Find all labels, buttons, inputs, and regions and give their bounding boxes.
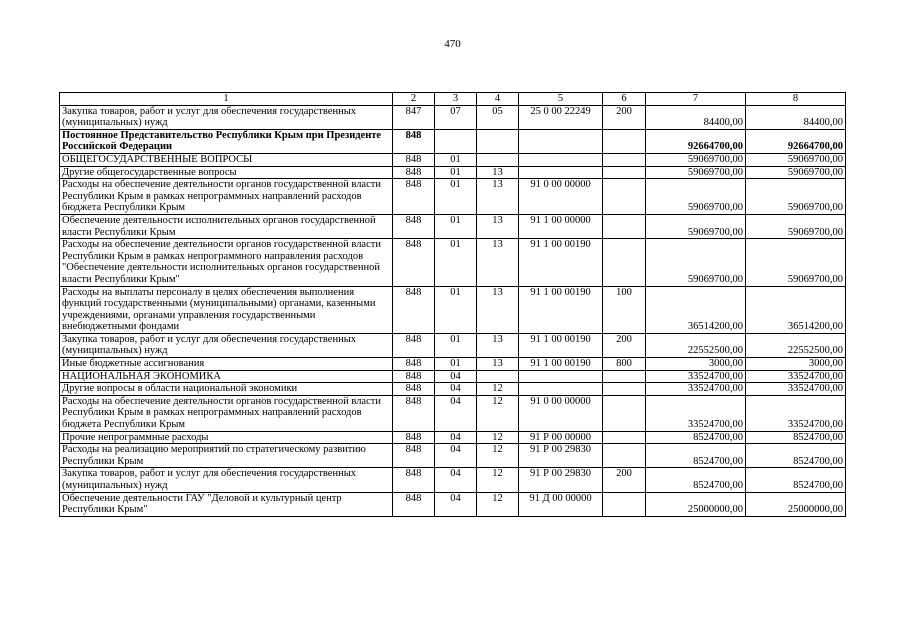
row-expense-type-cell — [603, 395, 646, 431]
row-amount-1-cell: 84400,00 — [646, 105, 746, 129]
table-row — [60, 492, 846, 516]
row-name-cell: ОБЩЕГОСУДАРСТВЕННЫЕ ВОПРОСЫ — [60, 153, 393, 166]
row-target-article-cell — [519, 370, 603, 383]
table-header-row — [60, 93, 846, 106]
row-expense-type-cell — [603, 239, 646, 286]
table-row — [60, 370, 846, 383]
table-row — [60, 179, 846, 215]
row-section-cell — [435, 129, 477, 153]
row-admin-code-cell: 848 — [393, 214, 435, 238]
row-amount-2-cell: 59069700,00 — [746, 179, 846, 215]
row-amount-2-cell: 84400,00 — [746, 105, 846, 129]
row-amount-1-cell: 8524700,00 — [646, 468, 746, 492]
row-admin-code-cell: 848 — [393, 431, 435, 444]
row-admin-code-cell: 847 — [393, 105, 435, 129]
row-amount-2-cell: 8524700,00 — [746, 431, 846, 444]
header-cell: 4 — [477, 93, 519, 106]
row-amount-2-cell: 59069700,00 — [746, 153, 846, 166]
header-cell: 7 — [646, 93, 746, 106]
row-subsection-cell: 13 — [477, 239, 519, 286]
row-target-article-cell: 91 Р 00 00000 — [519, 431, 603, 444]
row-target-article-cell: 91 1 00 00000 — [519, 214, 603, 238]
row-name-cell: Обеспечение деятельности исполнительных органов государственной власти Республики Крым — [60, 214, 393, 238]
row-section-cell: 04 — [435, 444, 477, 468]
row-amount-2-cell: 25000000,00 — [746, 492, 846, 516]
row-name-cell: НАЦИОНАЛЬНАЯ ЭКОНОМИКА — [60, 370, 393, 383]
row-section-cell: 01 — [435, 333, 477, 357]
row-amount-1-cell: 8524700,00 — [646, 444, 746, 468]
row-name-cell: Другие вопросы в области национальной экономики — [60, 383, 393, 396]
row-subsection-cell — [477, 370, 519, 383]
row-section-cell: 04 — [435, 383, 477, 396]
row-target-article-cell: 25 0 00 22249 — [519, 105, 603, 129]
table-row — [60, 358, 846, 371]
row-name-cell: Расходы на выплаты персоналу в целях обеспечения выполнения функций государственными (муниципальными) органами, казенными учреждениями, органами управления государственными внебюджетными фондами — [60, 286, 393, 333]
budget-table — [59, 92, 846, 517]
row-admin-code-cell: 848 — [393, 370, 435, 383]
row-section-cell: 01 — [435, 166, 477, 179]
row-expense-type-cell — [603, 492, 646, 516]
table-row — [60, 468, 846, 492]
row-amount-1-cell: 3000,00 — [646, 358, 746, 371]
row-subsection-cell: 12 — [477, 444, 519, 468]
row-amount-2-cell: 36514200,00 — [746, 286, 846, 333]
row-target-article-cell: 91 Д 00 00000 — [519, 492, 603, 516]
row-expense-type-cell — [603, 153, 646, 166]
row-amount-1-cell: 59069700,00 — [646, 153, 746, 166]
row-admin-code-cell: 848 — [393, 153, 435, 166]
row-amount-2-cell: 22552500,00 — [746, 333, 846, 357]
row-section-cell: 07 — [435, 105, 477, 129]
header-cell: 2 — [393, 93, 435, 106]
table-row — [60, 431, 846, 444]
table-row — [60, 333, 846, 357]
row-admin-code-cell: 848 — [393, 492, 435, 516]
row-amount-1-cell: 59069700,00 — [646, 179, 746, 215]
table-row — [60, 239, 846, 286]
row-section-cell: 01 — [435, 179, 477, 215]
row-expense-type-cell: 200 — [603, 468, 646, 492]
row-subsection-cell: 12 — [477, 395, 519, 431]
row-admin-code-cell: 848 — [393, 468, 435, 492]
row-section-cell: 01 — [435, 358, 477, 371]
row-subsection-cell: 12 — [477, 431, 519, 444]
row-subsection-cell: 12 — [477, 383, 519, 396]
row-subsection-cell: 13 — [477, 214, 519, 238]
row-name-cell: Расходы на обеспечение деятельности органов государственной власти Республики Крым в рамках непрограммного направления расходов "Обеспечение деятельности исполнительных органов государственной власти Республики Крым" — [60, 239, 393, 286]
row-name-cell: Расходы на обеспечение деятельности органов государственной власти Республики Крым в рамках непрограммных направлений расходов бюджета Республики Крым — [60, 395, 393, 431]
row-name-cell: Другие общегосударственные вопросы — [60, 166, 393, 179]
row-amount-2-cell: 33524700,00 — [746, 383, 846, 396]
row-target-article-cell — [519, 383, 603, 396]
table-row — [60, 105, 846, 129]
row-target-article-cell: 91 1 00 00190 — [519, 286, 603, 333]
row-subsection-cell: 12 — [477, 492, 519, 516]
row-amount-2-cell: 33524700,00 — [746, 370, 846, 383]
row-expense-type-cell — [603, 431, 646, 444]
row-section-cell: 04 — [435, 395, 477, 431]
row-admin-code-cell: 848 — [393, 333, 435, 357]
row-expense-type-cell — [603, 166, 646, 179]
row-section-cell: 04 — [435, 431, 477, 444]
row-section-cell: 04 — [435, 370, 477, 383]
row-section-cell: 04 — [435, 468, 477, 492]
row-amount-1-cell: 8524700,00 — [646, 431, 746, 444]
row-subsection-cell: 13 — [477, 166, 519, 179]
table-row — [60, 214, 846, 238]
row-admin-code-cell: 848 — [393, 179, 435, 215]
row-target-article-cell: 91 Р 00 29830 — [519, 444, 603, 468]
row-expense-type-cell: 200 — [603, 105, 646, 129]
row-target-article-cell: 91 0 00 00000 — [519, 395, 603, 431]
row-subsection-cell: 12 — [477, 468, 519, 492]
table-row — [60, 395, 846, 431]
row-section-cell: 04 — [435, 492, 477, 516]
row-expense-type-cell: 100 — [603, 286, 646, 333]
row-target-article-cell: 91 0 00 00000 — [519, 179, 603, 215]
row-name-cell: Иные бюджетные ассигнования — [60, 358, 393, 371]
row-target-article-cell: 91 Р 00 29830 — [519, 468, 603, 492]
row-name-cell: Прочие непрограммные расходы — [60, 431, 393, 444]
row-target-article-cell — [519, 153, 603, 166]
row-amount-2-cell: 59069700,00 — [746, 214, 846, 238]
table-row — [60, 153, 846, 166]
row-name-cell: Закупка товаров, работ и услуг для обеспечения государственных (муниципальных) нужд — [60, 333, 393, 357]
row-admin-code-cell: 848 — [393, 358, 435, 371]
header-cell: 5 — [519, 93, 603, 106]
row-amount-2-cell: 59069700,00 — [746, 239, 846, 286]
row-amount-1-cell: 33524700,00 — [646, 383, 746, 396]
row-expense-type-cell — [603, 444, 646, 468]
row-admin-code-cell: 848 — [393, 129, 435, 153]
table-row — [60, 383, 846, 396]
row-amount-2-cell: 92664700,00 — [746, 129, 846, 153]
row-name-cell: Расходы на обеспечение деятельности органов государственной власти Республики Крым в рамках непрограммных направлений расходов бюджета Республики Крым — [60, 179, 393, 215]
row-amount-1-cell: 25000000,00 — [646, 492, 746, 516]
row-admin-code-cell: 848 — [393, 239, 435, 286]
row-expense-type-cell — [603, 383, 646, 396]
row-expense-type-cell — [603, 179, 646, 215]
row-admin-code-cell: 848 — [393, 395, 435, 431]
row-amount-2-cell: 33524700,00 — [746, 395, 846, 431]
row-target-article-cell — [519, 166, 603, 179]
row-subsection-cell: 13 — [477, 179, 519, 215]
row-amount-1-cell: 92664700,00 — [646, 129, 746, 153]
table-row — [60, 444, 846, 468]
row-amount-2-cell: 8524700,00 — [746, 444, 846, 468]
header-cell: 6 — [603, 93, 646, 106]
row-amount-2-cell: 3000,00 — [746, 358, 846, 371]
table-row — [60, 166, 846, 179]
row-admin-code-cell: 848 — [393, 444, 435, 468]
row-expense-type-cell — [603, 129, 646, 153]
header-cell: 1 — [60, 93, 393, 106]
row-admin-code-cell: 848 — [393, 383, 435, 396]
row-name-cell: Закупка товаров, работ и услуг для обеспечения государственных (муниципальных) нужд — [60, 105, 393, 129]
row-subsection-cell — [477, 153, 519, 166]
header-cell: 3 — [435, 93, 477, 106]
row-amount-2-cell: 59069700,00 — [746, 166, 846, 179]
row-target-article-cell: 91 1 00 00190 — [519, 358, 603, 371]
row-subsection-cell — [477, 129, 519, 153]
table-row — [60, 286, 846, 333]
row-name-cell: Закупка товаров, работ и услуг для обеспечения государственных (муниципальных) нужд — [60, 468, 393, 492]
row-section-cell: 01 — [435, 153, 477, 166]
row-admin-code-cell: 848 — [393, 286, 435, 333]
row-target-article-cell — [519, 129, 603, 153]
row-amount-1-cell: 22552500,00 — [646, 333, 746, 357]
row-admin-code-cell: 848 — [393, 166, 435, 179]
row-expense-type-cell — [603, 214, 646, 238]
row-expense-type-cell: 800 — [603, 358, 646, 371]
row-name-cell: Постоянное Представительство Республики Крым при Президенте Российской Федерации — [60, 129, 393, 153]
row-expense-type-cell: 200 — [603, 333, 646, 357]
row-section-cell: 01 — [435, 239, 477, 286]
row-amount-1-cell: 59069700,00 — [646, 214, 746, 238]
row-subsection-cell: 13 — [477, 286, 519, 333]
row-amount-1-cell: 33524700,00 — [646, 370, 746, 383]
row-target-article-cell: 91 1 00 00190 — [519, 333, 603, 357]
row-name-cell: Обеспечение деятельности ГАУ "Деловой и культурный центр Республики Крым" — [60, 492, 393, 516]
row-target-article-cell: 91 1 00 00190 — [519, 239, 603, 286]
row-amount-1-cell: 36514200,00 — [646, 286, 746, 333]
row-amount-1-cell: 33524700,00 — [646, 395, 746, 431]
row-expense-type-cell — [603, 370, 646, 383]
row-amount-1-cell: 59069700,00 — [646, 239, 746, 286]
header-cell: 8 — [746, 93, 846, 106]
table-row — [60, 129, 846, 153]
row-subsection-cell: 13 — [477, 358, 519, 371]
row-section-cell: 01 — [435, 286, 477, 333]
budget-table-body — [60, 93, 846, 517]
row-subsection-cell: 13 — [477, 333, 519, 357]
row-name-cell: Расходы на реализацию мероприятий по стратегическому развитию Республики Крым — [60, 444, 393, 468]
row-section-cell: 01 — [435, 214, 477, 238]
page-number: 470 — [444, 38, 461, 50]
row-amount-2-cell: 8524700,00 — [746, 468, 846, 492]
row-amount-1-cell: 59069700,00 — [646, 166, 746, 179]
row-subsection-cell: 05 — [477, 105, 519, 129]
